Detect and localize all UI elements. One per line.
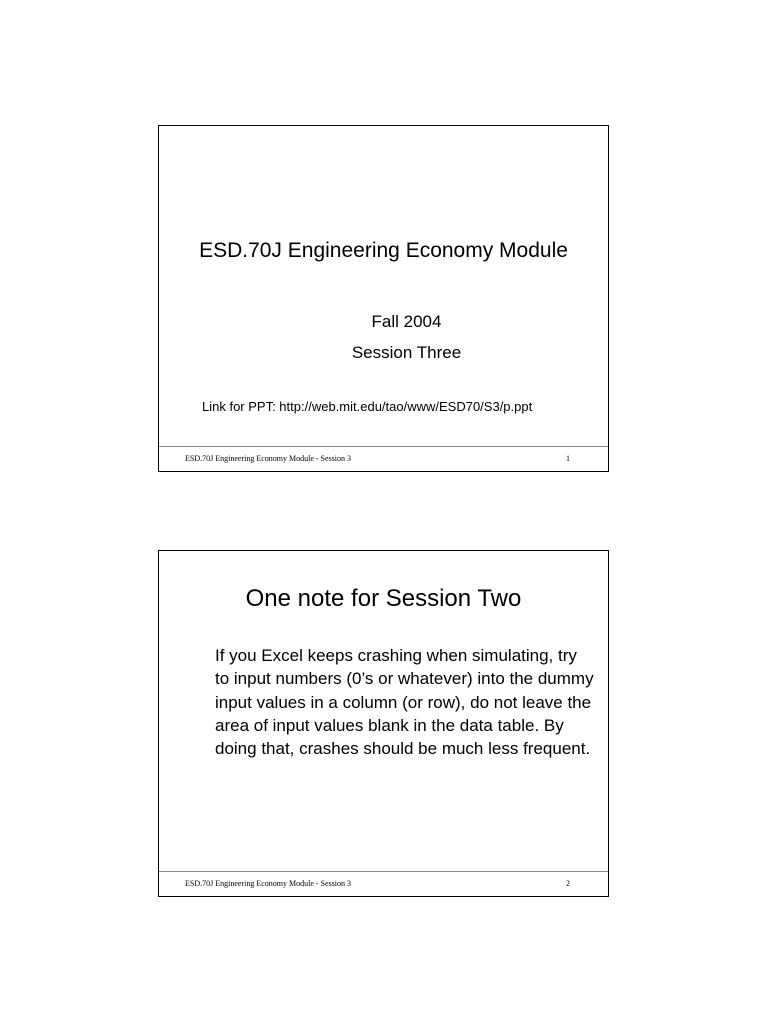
slide-body-text: If you Excel keeps crashing when simulating, try to input numbers (0’s or whatever) into the dummy input values in a column (or row), do not leave the area of input values blank in the data table. By doing that, crashes should be much less frequent. [215,646,594,759]
footer-divider [159,446,608,447]
slide-number: 1 [566,454,570,463]
footer-divider [159,871,608,872]
slide-1 [158,125,609,472]
slide-number: 2 [566,879,570,888]
slide-2 [158,550,609,897]
slide-footer: ESD.70J Engineering Economy Module - Session 3 [185,879,351,888]
ppt-link-text: Link for PPT: http://web.mit.edu/tao/www/ESD70/S3/p.ppt [202,399,533,414]
slide-subtitle-term: Fall 2004 [371,312,442,331]
slide-title: ESD.70J Engineering Economy Module [199,239,568,262]
slide-subtitle-session: Session Three [351,343,462,362]
slide-footer: ESD.70J Engineering Economy Module - Session 3 [185,454,351,463]
slide-title: One note for Session Two [245,585,522,612]
